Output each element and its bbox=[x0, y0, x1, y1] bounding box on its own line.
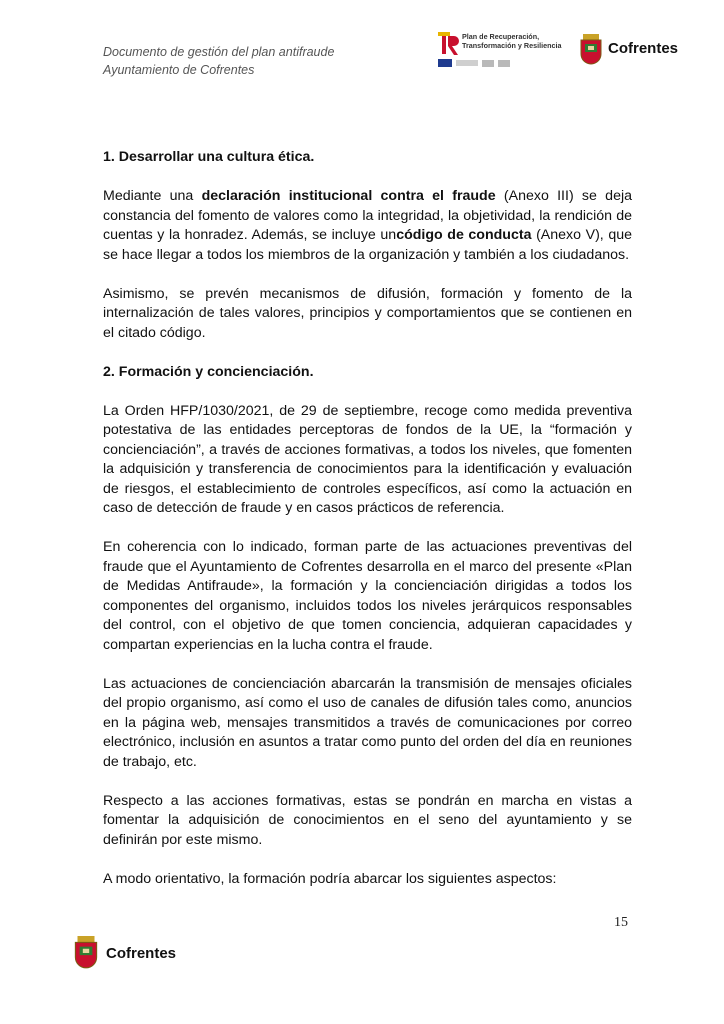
eu-flag-icon bbox=[438, 59, 452, 67]
spain-mark-icon bbox=[482, 60, 494, 67]
header-title: Documento de gestión del plan antifraude bbox=[103, 45, 335, 59]
recovery-plan-text: Plan de Recuperación, Transformación y Resiliencia bbox=[462, 32, 562, 50]
declaration-emphasis: declaración institucional contra el fraude bbox=[201, 188, 496, 204]
header-logo-name: Cofrentes bbox=[608, 40, 679, 57]
section-heading-1: 1. Desarrollar una cultura ética. bbox=[103, 149, 315, 165]
footer-logo-name: Cofrentes bbox=[106, 945, 177, 962]
eu-funding-marks bbox=[438, 59, 510, 67]
section-heading-2: 2. Formación y concienciación. bbox=[103, 363, 314, 380]
cofrentes-crest-icon bbox=[578, 34, 604, 66]
code-of-conduct-emphasis: código de conducta bbox=[396, 227, 532, 243]
ministry-mark-icon bbox=[498, 60, 510, 67]
paragraph-1: Mediante una declaración institucional contra el fraude (Anexo III) se deja constancia del fomento de valores como la integridad, la objetividad, la rendición de cuentas y la honradez. Además, se incluye uncódigo de conducta (Anexo V), que se hace llegar a todos los miembros de la organización y también a los ciudadanos. bbox=[103, 188, 633, 263]
paragraph-5: Las actuaciones de concienciación abarcarán la transmisión de mensajes oficiales del propio organismo, así como el uso de canales de difusión tales como, anuncios en la página web, mensajes transmitidos a través de comunicaciones por correo electrónico, inclusión en asuntos a tratar como punto del orden del día en reuniones de trabajo, etc. bbox=[103, 675, 632, 770]
tr-logo-icon bbox=[438, 32, 460, 58]
recovery-plan-logo bbox=[438, 32, 568, 68]
document-body bbox=[103, 148, 632, 909]
page-number: 15 bbox=[614, 915, 628, 930]
paragraph-6: Respecto a las acciones formativas, estas se pondrán en marcha en vistas a fomentar la adquisición de conocimientos en el seno del ayuntamiento y se definirán por este mismo. bbox=[103, 792, 632, 848]
paragraph-4: En coherencia con lo indicado, forman parte de las actuaciones preventivas del fraude que el Ayuntamiento de Cofrentes desarrolla en el marco del presente «Plan de Medidas Antifraude», la formación y la concienciación dirigidas a todos los componentes del organismo, incluidos todos los niveles jerárquicos responsables del control, con el objetivo de que tomen conciencia, adquieran capacidades y compartan experiencias en la lucha contra el fraude. bbox=[103, 539, 632, 653]
paragraph-7: A modo orientativo, la formación podría abarcar los siguientes aspectos: bbox=[103, 870, 557, 887]
footer-crest-icon bbox=[72, 936, 100, 970]
header-subtitle: Ayuntamiento de Cofrentes bbox=[103, 63, 255, 77]
document-header bbox=[103, 43, 334, 79]
paragraph-3: La Orden HFP/1030/2021, de 29 de septiembre, recoge como medida preventiva potestativa de las entidades perceptoras de fondos de la UE, la “formación y concienciación”, a través de acciones formativas, a todos los niveles, que fomenten la adquisición y transferencia de conocimientos para la identificación y evaluación de riesgos, el establecimiento de controles específicos, así como la actuación en caso de detección de fraude y en casos prácticos de referencia. bbox=[103, 402, 632, 516]
eu-text-mark bbox=[456, 60, 478, 66]
paragraph-2: Asimismo, se prevén mecanismos de difusión, formación y fomento de la internalización de tales valores, principios y comportamientos que se contienen en el citado código. bbox=[103, 285, 632, 341]
